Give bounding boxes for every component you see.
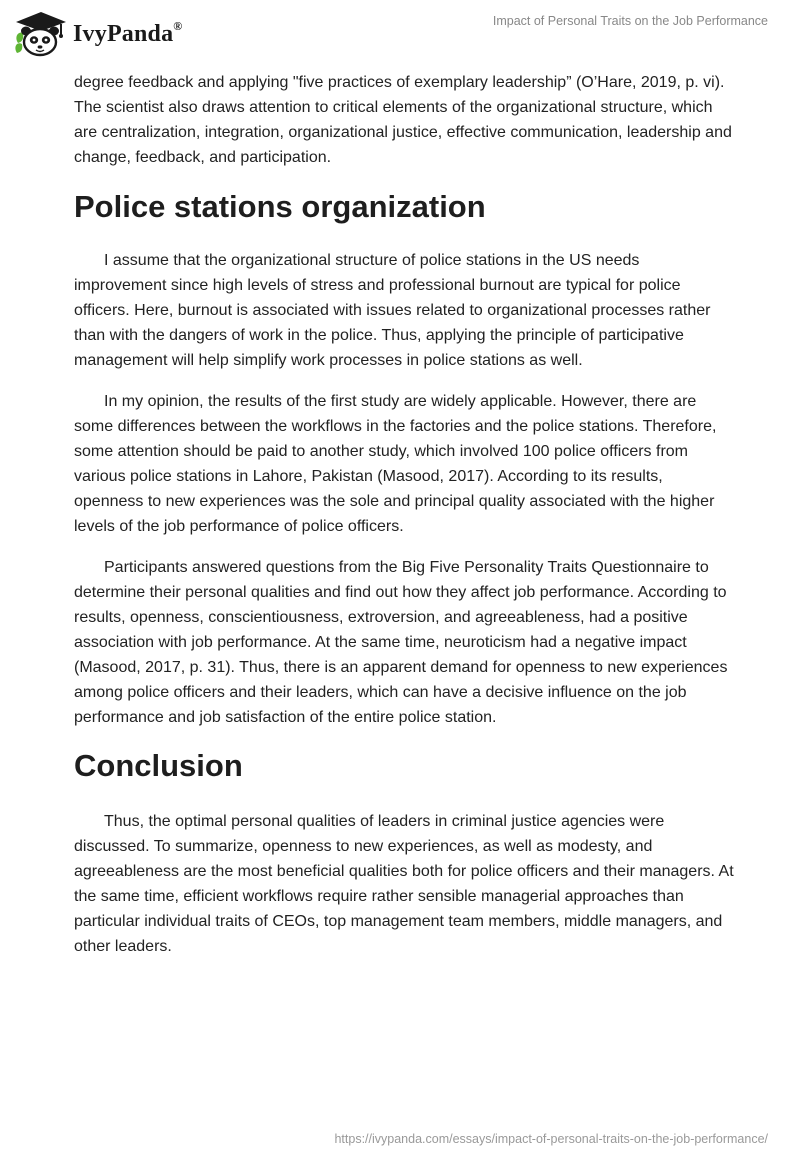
essay-content [74,70,734,975]
ivypanda-logo[interactable] [14,9,182,59]
paragraph-police-1: I assume that the organizational structure of police stations in the US needs improvement since high levels of stress and professional burnout are typical for police officers. Here, burnout is associated with issues related to organizational processes rather than with the dangers of work in the police. Thus, applying the principle of participative management will help simplify work processes in police stations as well. [74,252,711,369]
paragraph-conclusion-1: Thus, the optimal personal qualities of leaders in criminal justice agencies were discussed. To summarize, openness to new experiences, as well as modesty, and agreeableness are the most beneficial qualities both for police officers and their managers. At the same time, efficient workflows require rather sensible managerial approaches than particular individual traits of CEOs, top management team members, middle managers, and other leaders. [74,813,734,955]
heading-police-stations-organization: Police stations organization [74,189,486,224]
paragraph-police-3: Participants answered questions from the Big Five Personality Traits Questionnaire to determine their personal qualities and find out how they affect job performance. According to results, openness, conscientiousness, extroversion, and agreeableness, had a positive association with job performance. At the same time, neuroticism had a negative impact (Masood, 2017, p. 31). Thus, there is an apparent demand for openness to new experiences among police officers and their leaders, which can have a decisive influence on the job performance and job satisfaction of the entire police station. [74,559,728,726]
document-title: Impact of Personal Traits on the Job Performance [492,14,768,28]
intro-paragraph: degree feedback and applying "five practices of exemplary leadership” (O’Hare, 2019, p. vi). The scientist also draws attention to critical elements of the organizational structure, which are centralization, integration, organizational justice, effective communication, leadership and change, feedback, and participation. [74,74,732,166]
heading-conclusion: Conclusion [74,748,243,783]
logo-wordmark: IvyPanda® [73,18,183,47]
page-header [0,0,800,70]
footer-source-url[interactable]: https://ivypanda.com/essays/impact-of-personal-traits-on-the-job-performance/ [334,1132,768,1146]
paragraph-police-2: In my opinion, the results of the first study are widely applicable. However, there are some differences between the workflows in the factories and the police stations. Therefore, some attention should be paid to another study, which involved 100 police officers from various police stations in Lahore, Pakistan (Masood, 2017). According to its results, openness to new experiences was the sole and principal quality associated with the higher levels of the job performance of police officers. [74,393,717,535]
panda-graduation-cap-icon [14,9,68,59]
